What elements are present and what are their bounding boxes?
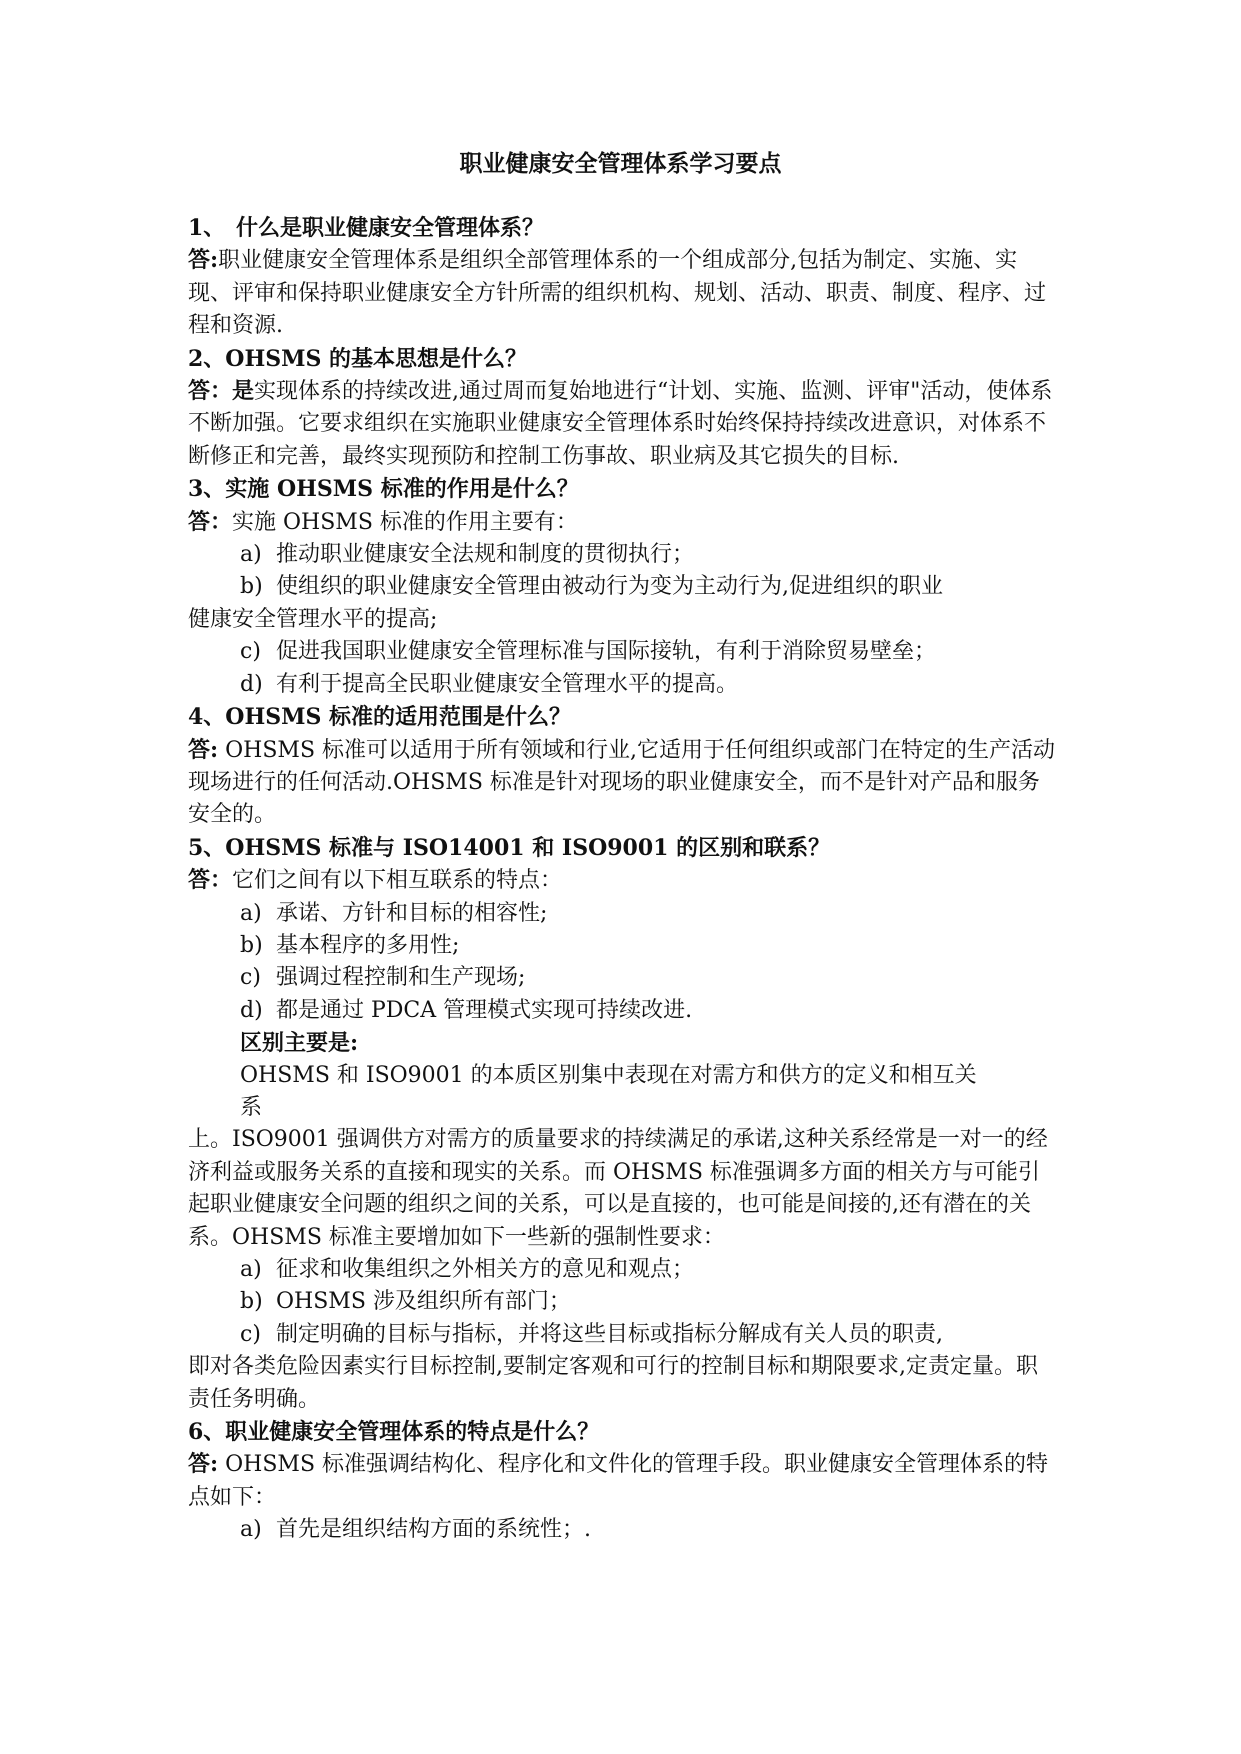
answer-1-label: 答: [188, 247, 219, 274]
answer-4 [188, 734, 1056, 832]
answer-3-intro [188, 506, 1056, 539]
list-item-text: 使组织的职业健康安全管理由被动行为变为主动行为,促进组织的职业 [276, 574, 943, 600]
difference-line-2: 系 [240, 1094, 263, 1120]
question-2-heading: 2、OHSMS 的基本思想是什么？ [188, 345, 528, 372]
list-item [188, 1286, 1056, 1318]
list-marker: b) [240, 1289, 263, 1315]
question-1-text: 什么是职业健康安全管理体系？ [236, 215, 545, 241]
list-item [188, 995, 1056, 1027]
list-item-text: 基本程序的多用性; [276, 932, 460, 958]
list-item [188, 539, 1056, 571]
list-marker: a) [240, 542, 262, 568]
list-item [188, 669, 1056, 701]
question-4-heading: 4、OHSMS 标准的适用范围是什么？ [188, 704, 572, 731]
list-marker: c) [240, 639, 261, 665]
list-item-continuation: 健康安全管理水平的提高; [188, 606, 438, 632]
answer-5-intro [188, 864, 1056, 897]
list-item [188, 962, 1056, 994]
question-3-heading: 3、实施 OHSMS 标准的作用是什么？ [188, 476, 579, 503]
answer-3-label: 答： [188, 508, 233, 535]
difference-paragraph: 上。ISO9001 强调供方对需方的质量要求的持续满足的承诺,这种关系经常是一对一的经济利益或服务关系的直接和现实的关系。而 OHSMS 标准强调多方面的相关方与可能引起职业健康安全问题的组织之间的关系，可以是直接的，也可能是间接的,还有潜在的关系。OHSMS 标准主要增加如下一些新的强制性要求： [188, 1127, 1048, 1250]
list-item-text: 强调过程控制和生产现场; [276, 965, 526, 991]
list-marker: b) [240, 574, 263, 600]
list-item-text: 都是通过 PDCA 管理模式实现可持续改进. [276, 997, 693, 1023]
list-marker: a) [240, 1257, 262, 1282]
list-item [188, 1254, 1056, 1286]
answer-1 [188, 244, 1056, 342]
answer-5-intro-text: 它们之间有以下相互联系的特点： [232, 868, 563, 894]
list-item-continuation: 即对各类危险因素实行目标控制,要制定客观和可行的控制目标和期限要求,定责定量。职责任务明确。 [188, 1354, 1038, 1412]
list-item-text: 承诺、方针和目标的相容性; [276, 900, 548, 926]
document-body [188, 212, 1056, 1547]
difference-line-1: OHSMS 和 ISO9001 的本质区别集中表现在对需方和供方的定义和相互关 [240, 1062, 977, 1088]
page-title: 职业健康安全管理体系学习要点 [459, 150, 782, 177]
answer-2-text: 实现体系的持续改进,通过周而复始地进行“计划、实施、监测、评审"活动，使体系不断加强。它要求组织在实施职业健康安全管理体系时始终保持持续改进意识，对体系不断修正和完善，最终实现预防和控制工伤事故、职业病及其它损失的目标. [188, 379, 1053, 469]
list-item [188, 1514, 1056, 1546]
list-marker: d) [240, 671, 263, 697]
answer-2 [188, 375, 1056, 473]
difference-heading: 区别主要是: [240, 1030, 359, 1057]
answer-6-label: 答: [188, 1451, 219, 1478]
answer-1-text: 职业健康安全管理体系是组织全部管理体系的一个组成部分,包括为制定、实施、实现、评审和保持职业健康安全方针所需的组织机构、规划、活动、职责、制度、程序、过程和资源. [188, 248, 1047, 339]
list-item-text: 推动职业健康安全法规和制度的贯彻执行； [276, 542, 695, 568]
list-item [188, 636, 1056, 668]
list-marker: c) [240, 1321, 261, 1347]
answer-6-text: OHSMS 标准强调结构化、程序化和文件化的管理手段。职业健康安全管理体系的特点如下： [188, 1452, 1049, 1510]
list-item [188, 930, 1056, 962]
list-marker: d) [240, 997, 263, 1023]
answer-2-label: 答：是 [188, 378, 255, 405]
list-item [188, 1319, 1056, 1351]
list-marker: a) [240, 1517, 262, 1543]
list-marker: b) [240, 932, 263, 958]
list-item-text: 首先是组织结构方面的系统性；. [276, 1517, 591, 1543]
list-item [188, 898, 1056, 930]
question-1-heading [188, 212, 1056, 244]
answer-4-label: 答: [188, 736, 219, 763]
question-6-heading: 6、职业健康安全管理体系的特点是什么？ [188, 1419, 600, 1446]
question-5-heading: 5、OHSMS 标准与 ISO14001 和 ISO9001 的区别和联系？ [188, 834, 831, 861]
list-item-text: 征求和收集组织之外相关方的意见和观点； [276, 1257, 695, 1282]
list-item-text: OHSMS 涉及组织所有部门； [276, 1289, 571, 1315]
answer-4-text: OHSMS 标准可以适用于所有领域和行业,它适用于任何组织或部门在特定的生产活动现场进行的任何活动.OHSMS 标准是针对现场的职业健康安全，而不是针对产品和服务安全的。 [188, 737, 1055, 828]
list-marker: a) [240, 900, 262, 926]
list-item-text: 促进我国职业健康安全管理标准与国际接轨，有利于消除贸易壁垒； [276, 639, 937, 665]
answer-5-label: 答： [188, 867, 233, 894]
list-item [188, 571, 1056, 603]
answer-6 [188, 1448, 1056, 1514]
list-item-text: 有利于提高全民职业健康安全管理水平的提高。 [276, 671, 739, 697]
list-item-text: 制定明确的目标与指标，并将这些目标或指标分解成有关人员的职责, [276, 1321, 943, 1347]
answer-3-intro-text: 实施 OHSMS 标准的作用主要有： [232, 509, 578, 535]
question-1-number: 1、 [188, 215, 226, 241]
list-marker: c) [240, 965, 261, 991]
